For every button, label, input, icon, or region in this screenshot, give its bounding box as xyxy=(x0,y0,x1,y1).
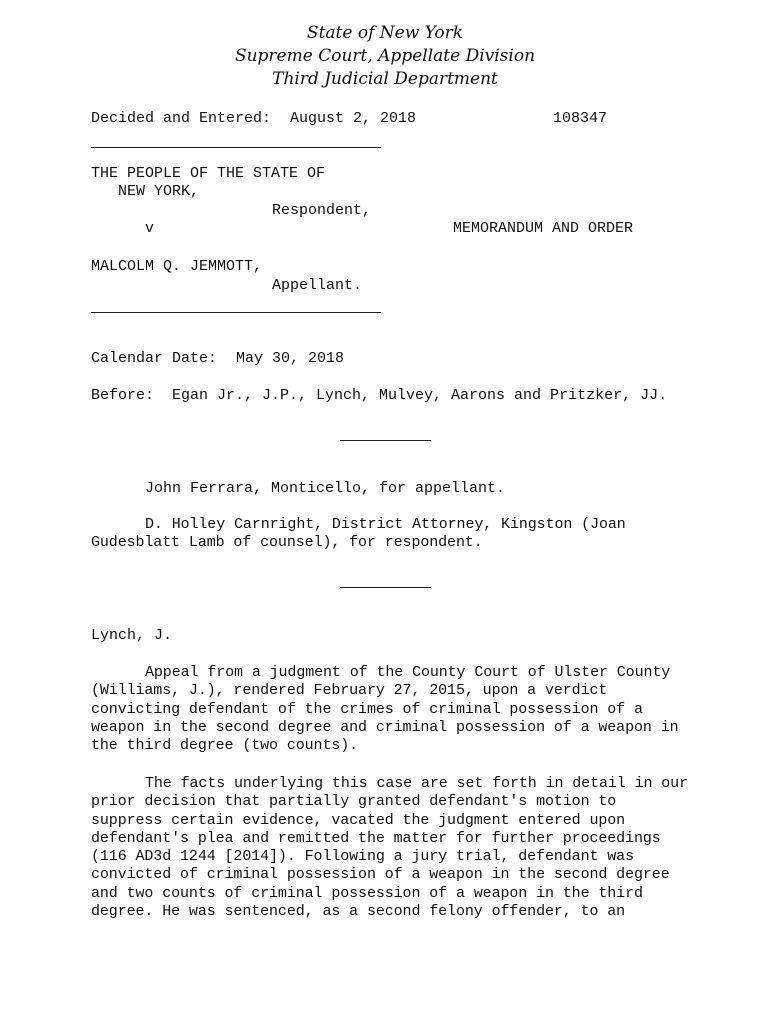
order-type: MEMORANDUM AND ORDER xyxy=(453,220,634,237)
plaintiff-line-2: NEW YORK, xyxy=(118,183,200,200)
before-justices: Egan Jr., J.P., Lynch, Mulvey, Aarons and Pritzker, JJ. xyxy=(172,387,668,404)
caption-top-rule xyxy=(91,147,381,148)
court-department: Third Judicial Department xyxy=(272,69,498,89)
opinion-author: Lynch, J. xyxy=(91,627,173,644)
versus: v xyxy=(145,220,155,237)
decided-label: Decided and Entered: xyxy=(91,110,272,127)
plaintiff-role: Respondent, xyxy=(272,202,372,219)
counsel-appellant: John Ferrara, Monticello, for appellant. xyxy=(145,480,506,497)
defendant-role: Appellant. xyxy=(272,277,363,294)
counsel-respondent: D. Holley Carnright, District Attorney, Kingston (Joan Gudesblatt Lamb of counsel), for respondent. xyxy=(91,516,626,552)
court-heading xyxy=(0,22,770,91)
court-division: Supreme Court, Appellate Division xyxy=(234,46,536,66)
caption-bottom-rule xyxy=(91,312,381,313)
before-label: Before: xyxy=(91,387,155,404)
court-state: State of New York xyxy=(306,23,464,43)
calendar-date: May 30, 2018 xyxy=(236,350,345,367)
opinion-paragraph-2: The facts underlying this case are set forth in detail in our prior decision that partially granted defendant's motion to suppress certain evidence, vacated the judgment entered upon defendant's plea and remitted the matter for further proceedings (116 AD3d 1244 [2014]). Following a jury trial, defendant was convicted of criminal possession of a weapon in the second degree and two counts of criminal possession of a weapon in the third degree. He was sentenced, as a second felony offender, to an xyxy=(91,775,688,921)
decided-date: August 2, 2018 xyxy=(290,110,417,127)
calendar-label: Calendar Date: xyxy=(91,350,218,367)
docket-number: 108347 xyxy=(553,110,608,127)
opinion-paragraph-1: Appeal from a judgment of the County Court of Ulster County (Williams, J.), rendered February 27, 2015, upon a verdict convicting defendant of the crimes of criminal possession of a weapon in the second degree and criminal possession of a weapon in the third degree (two counts). xyxy=(91,664,679,755)
defendant-name: MALCOLM Q. JEMMOTT, xyxy=(91,258,263,275)
section-divider-2 xyxy=(340,587,431,588)
section-divider-1 xyxy=(340,440,431,441)
plaintiff-line-1: THE PEOPLE OF THE STATE OF xyxy=(91,165,326,182)
